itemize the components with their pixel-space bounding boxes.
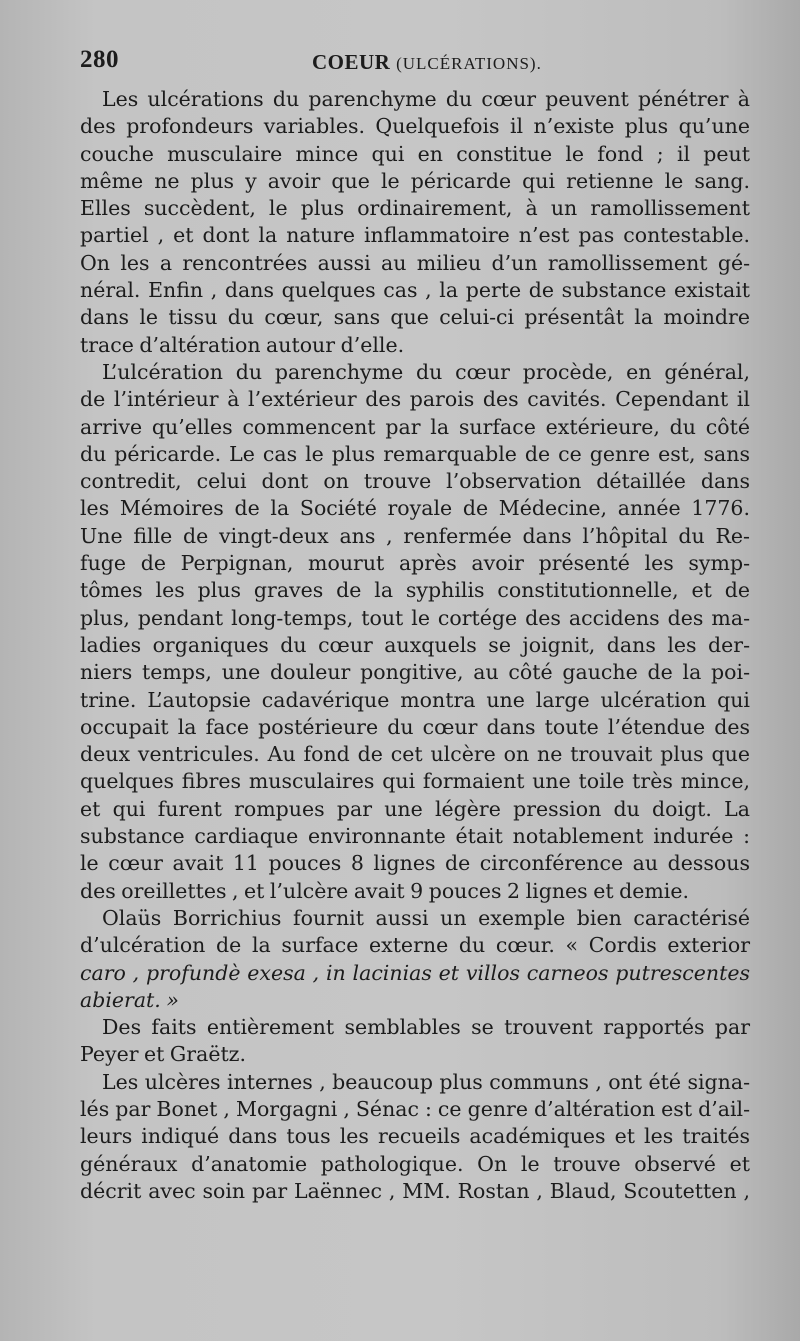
text-line: de l’intérieur à l’extérieur des parois des cavités. Cependant il bbox=[80, 387, 750, 412]
text-line: Des faits entièrement semblables se trouvent rapportés par bbox=[102, 1015, 750, 1040]
body-text bbox=[80, 86, 750, 1205]
text-line: et qui furent rompues par une légère pression du doigt. La bbox=[80, 796, 750, 821]
text-line: Les ulcères internes , beaucoup plus communs , ont été signa- bbox=[102, 1069, 750, 1094]
text-line: d’ulcération de la surface externe du cœur. « Cordis exterior bbox=[80, 933, 750, 958]
text-line: du péricarde. Le cas le plus remarquable de ce genre est, sans bbox=[80, 441, 750, 466]
text-line: Une fille de vingt-deux ans , renfermée dans l’hôpital du Re- bbox=[80, 523, 750, 548]
text-line: Peyer et Graëtz. bbox=[80, 1042, 247, 1067]
text-line: Olaüs Borrichius fournit aussi un exemple bien caractérisé bbox=[102, 905, 750, 930]
text-line: deux ventricules. Au fond de cet ulcère on ne trouvait plus que bbox=[80, 742, 750, 767]
text-line: Les ulcérations du parenchyme du cœur peuvent pénétrer à bbox=[102, 87, 750, 111]
text-line: le cœur avait 11 pouces 8 lignes de circonférence au dessous bbox=[80, 851, 750, 876]
text-line: partiel , et dont la nature inflammatoire n’est pas contestable. bbox=[80, 223, 750, 248]
text-line: trine. L’autopsie cadavérique montra une large ulcération qui bbox=[80, 687, 750, 712]
text-line: des profondeurs variables. Quelquefois il n’existe plus qu’une bbox=[80, 114, 750, 139]
text-line: couche musculaire mince qui en constitue le fond ; il peut bbox=[80, 141, 750, 166]
running-head-subtitle: (ULCÉRATIONS). bbox=[396, 54, 542, 73]
text-line: ladies organiques du cœur auxquels se joignit, dans les der- bbox=[80, 632, 750, 657]
text-line: dans le tissu du cœur, sans que celui-ci présentât la moindre bbox=[80, 305, 750, 330]
text-line: trace d’altération autour d’elle. bbox=[80, 332, 405, 357]
latin-quote-line: caro , profundè exesa , in lacinias et villos carneos putrescentes bbox=[80, 960, 750, 985]
text-line: décrit avec soin par Laënnec , MM. Rostan , Blaud, Scoutetten , bbox=[80, 1178, 750, 1203]
text-line: On les a rencontrées aussi au milieu d’un ramollissement gé- bbox=[80, 250, 750, 275]
text-line: niers temps, une douleur pongitive, au côté gauche de la poi- bbox=[80, 660, 750, 685]
page-number: 280 bbox=[80, 46, 119, 73]
text-line: lés par Bonet , Morgagni , Sénac : ce genre d’altération est d’ail- bbox=[80, 1096, 750, 1121]
text-line: substance cardiaque environnante était notablement indurée : bbox=[80, 824, 750, 849]
latin-quote-line: abierat. » bbox=[80, 987, 179, 1012]
text-line: occupait la face postérieure du cœur dans toute l’étendue des bbox=[80, 714, 750, 739]
text-line: quelques fibres musculaires qui formaient une toile très mince, bbox=[80, 769, 750, 794]
text-line: généraux d’anatomie pathologique. On le trouve observé et bbox=[80, 1151, 750, 1176]
running-head bbox=[312, 50, 542, 75]
text-line: tômes les plus graves de la syphilis constitutionnelle, et de bbox=[80, 578, 750, 603]
text-line: néral. Enfin , dans quelques cas , la perte de substance existait bbox=[80, 278, 750, 303]
text-line: fuge de Perpignan, mourut après avoir présenté les symp- bbox=[80, 551, 750, 576]
text-line: L’ulcération du parenchyme du cœur procède, en général, bbox=[102, 359, 750, 384]
text-line: arrive qu’elles commencent par la surface extérieure, du côté bbox=[80, 414, 750, 439]
text-line: Elles succèdent, le plus ordinairement, à un ramollissement bbox=[80, 196, 750, 221]
text-line: plus, pendant long-temps, tout le cortége des accidens des ma- bbox=[80, 605, 750, 630]
text-line: même ne plus y avoir que le péricarde qui retienne le sang. bbox=[80, 168, 750, 193]
running-head-title: COEUR bbox=[312, 50, 391, 74]
text-line: des oreillettes , et l’ulcère avait 9 pouces 2 lignes et demie. bbox=[80, 878, 689, 903]
text-line: les Mémoires de la Société royale de Médecine, année 1776. bbox=[80, 496, 750, 521]
text-line: leurs indiqué dans tous les recueils académiques et les traités bbox=[80, 1124, 750, 1149]
page-header bbox=[80, 46, 750, 80]
text-line: contredit, celui dont on trouve l’observation détaillée dans bbox=[80, 469, 750, 494]
